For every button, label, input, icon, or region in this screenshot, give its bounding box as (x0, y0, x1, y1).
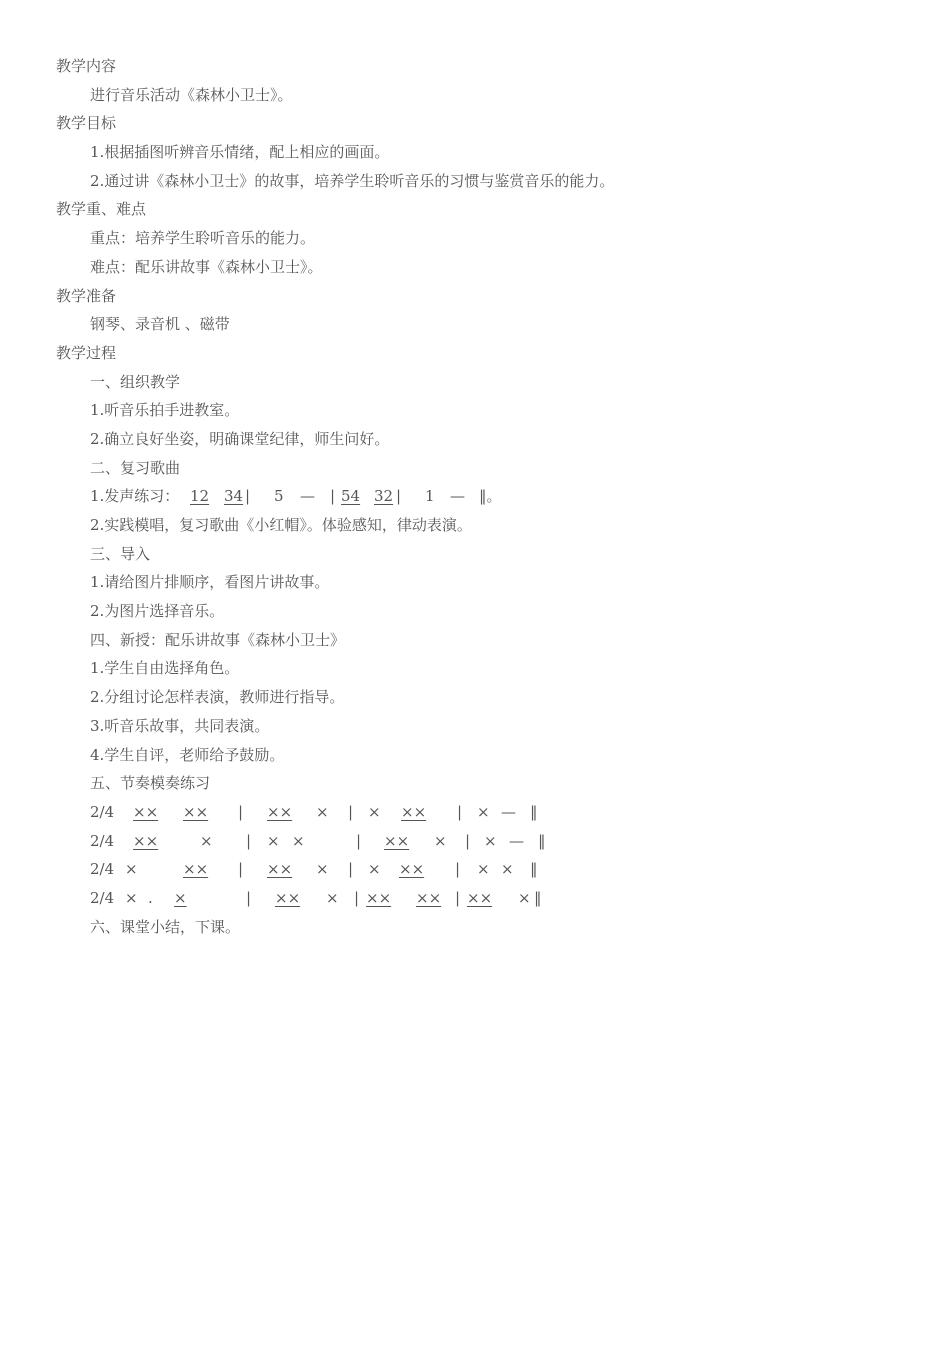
step3-title: 三、导入 (90, 544, 151, 563)
rhythm-token: ×× (267, 860, 293, 879)
vocal-token: | (330, 487, 336, 506)
rhythm-token: | (246, 888, 252, 907)
vocal-token: 5 (274, 487, 284, 506)
rhythm-token: | (348, 860, 354, 879)
rhythm-token: | (455, 888, 461, 907)
rhythm-token: ×× (467, 888, 493, 907)
goal-item: 2.通过讲《森林小卫士》的故事，培养学生聆听音乐的习惯与鉴赏音乐的能力。 (90, 171, 615, 190)
prep-text: 钢琴、录音机 、磁带 (90, 315, 230, 334)
vocal-exercise (56, 482, 916, 511)
rhythm-token: | (238, 802, 244, 821)
rhythm-row (56, 855, 916, 884)
rhythm-token: ×× (384, 831, 410, 850)
rhythm-token: 2/4 (90, 860, 115, 879)
rhythm-token: × (174, 888, 187, 907)
rhythm-token: ‖ (534, 888, 542, 907)
step4-title: 四、新授：配乐讲故事《森林小卫士》 (90, 630, 346, 649)
rhythm-token: | (246, 831, 252, 850)
rhythm-token: 2/4 (90, 802, 115, 821)
rhythm-token: ×× (401, 802, 427, 821)
lesson-plan (56, 52, 916, 941)
rhythm-token: | (238, 860, 244, 879)
vocal-token: 54 (341, 487, 361, 506)
step1-item: 2.确立良好坐姿，明确课堂纪律，师生问好。 (90, 429, 390, 448)
rhythm-token: × (316, 860, 329, 879)
rhythm-token: 2/4 (90, 888, 115, 907)
heading-focus: 教学重、难点 (56, 200, 147, 219)
rhythm-token: × (368, 860, 381, 879)
rhythm-token: × (200, 831, 213, 850)
rhythm-row (56, 798, 916, 827)
rhythm-token: × (125, 888, 138, 907)
rhythm-token: ×× (133, 802, 159, 821)
rhythm-token: × (326, 888, 339, 907)
rhythm-token: | (354, 888, 360, 907)
rhythm-token: × (316, 802, 329, 821)
step3-item: 1.请给图片排顺序，看图片讲故事。 (90, 573, 330, 592)
vocal-token: | (245, 487, 251, 506)
vocal-token: ‖。 (479, 487, 502, 506)
heading-goals: 教学目标 (56, 114, 117, 133)
rhythm-token: ×× (275, 888, 301, 907)
rhythm-token: ×× (267, 802, 293, 821)
rhythm-token: × (267, 831, 280, 850)
rhythm-token: | (348, 802, 354, 821)
rhythm-token: × (484, 831, 497, 850)
rhythm-token: × (368, 802, 381, 821)
heading-process: 教学过程 (56, 343, 117, 362)
focus-difficulty: 难点：配乐讲故事《森林小卫士》。 (90, 257, 323, 276)
rhythm-token: × (125, 860, 138, 879)
rhythm-row (56, 827, 916, 856)
heading-content: 教学内容 (56, 57, 117, 75)
step6-title: 六、课堂小结，下课。 (90, 917, 241, 936)
step2-item: 2.实践模唱，复习歌曲《小红帽》。体验感知，律动表演。 (90, 516, 472, 534)
rhythm-token: ×× (399, 860, 425, 879)
rhythm-token: × (477, 802, 490, 821)
vocal-token: — (300, 487, 315, 506)
content-text: 进行音乐活动《森林小卫士》。 (90, 85, 293, 104)
rhythm-token: × (518, 888, 531, 907)
step4-item: 1.学生自由选择角色。 (90, 659, 240, 678)
goal-item: 1.根据插图听辨音乐情绪，配上相应的画面。 (90, 143, 390, 162)
rhythm-token: — (501, 802, 516, 821)
rhythm-token: ×× (416, 888, 442, 907)
rhythm-token: ‖ (530, 860, 538, 879)
rhythm-token: | (465, 831, 471, 850)
step4-item: 4.学生自评，老师给予鼓励。 (90, 745, 285, 764)
rhythm-token: × (292, 831, 305, 850)
vocal-token: 34 (224, 487, 244, 506)
vocal-token: 1 (425, 487, 435, 506)
rhythm-token: × (501, 860, 514, 879)
rhythm-token: | (455, 860, 461, 879)
rhythm-token: | (457, 802, 463, 821)
rhythm-token: ×× (183, 860, 209, 879)
step4-item: 2.分组讨论怎样表演，教师进行指导。 (90, 688, 345, 707)
step5-title: 五、节奏模奏练习 (90, 774, 211, 793)
vocal-token: 32 (374, 487, 394, 506)
rhythm-token: — (509, 831, 524, 850)
rhythm-row (56, 884, 916, 913)
rhythm-token: × (477, 860, 490, 879)
rhythm-token: ×× (133, 831, 159, 850)
step3-item: 2.为图片选择音乐。 (90, 602, 225, 621)
vocal-token: 12 (190, 487, 210, 506)
vocal-token: | (396, 487, 402, 506)
rhythm-token: 2/4 (90, 831, 115, 850)
step4-item: 3.听音乐故事，共同表演。 (90, 716, 270, 735)
vocal-label: 1.发声练习： (90, 487, 180, 506)
heading-prep: 教学准备 (56, 286, 117, 305)
rhythm-token: | (356, 831, 362, 850)
rhythm-token: . (148, 888, 153, 907)
rhythm-token: ‖ (530, 802, 538, 821)
step1-title: 一、组织教学 (90, 372, 181, 391)
step1-item: 1.听音乐拍手进教室。 (90, 401, 240, 420)
vocal-token: — (450, 487, 465, 506)
rhythm-token: ×× (366, 888, 392, 907)
focus-key: 重点：培养学生聆听音乐的能力。 (90, 229, 316, 248)
step2-title: 二、复习歌曲 (90, 458, 181, 477)
rhythm-token: × (434, 831, 447, 850)
rhythm-token: ×× (183, 802, 209, 821)
rhythm-token: ‖ (538, 831, 546, 850)
